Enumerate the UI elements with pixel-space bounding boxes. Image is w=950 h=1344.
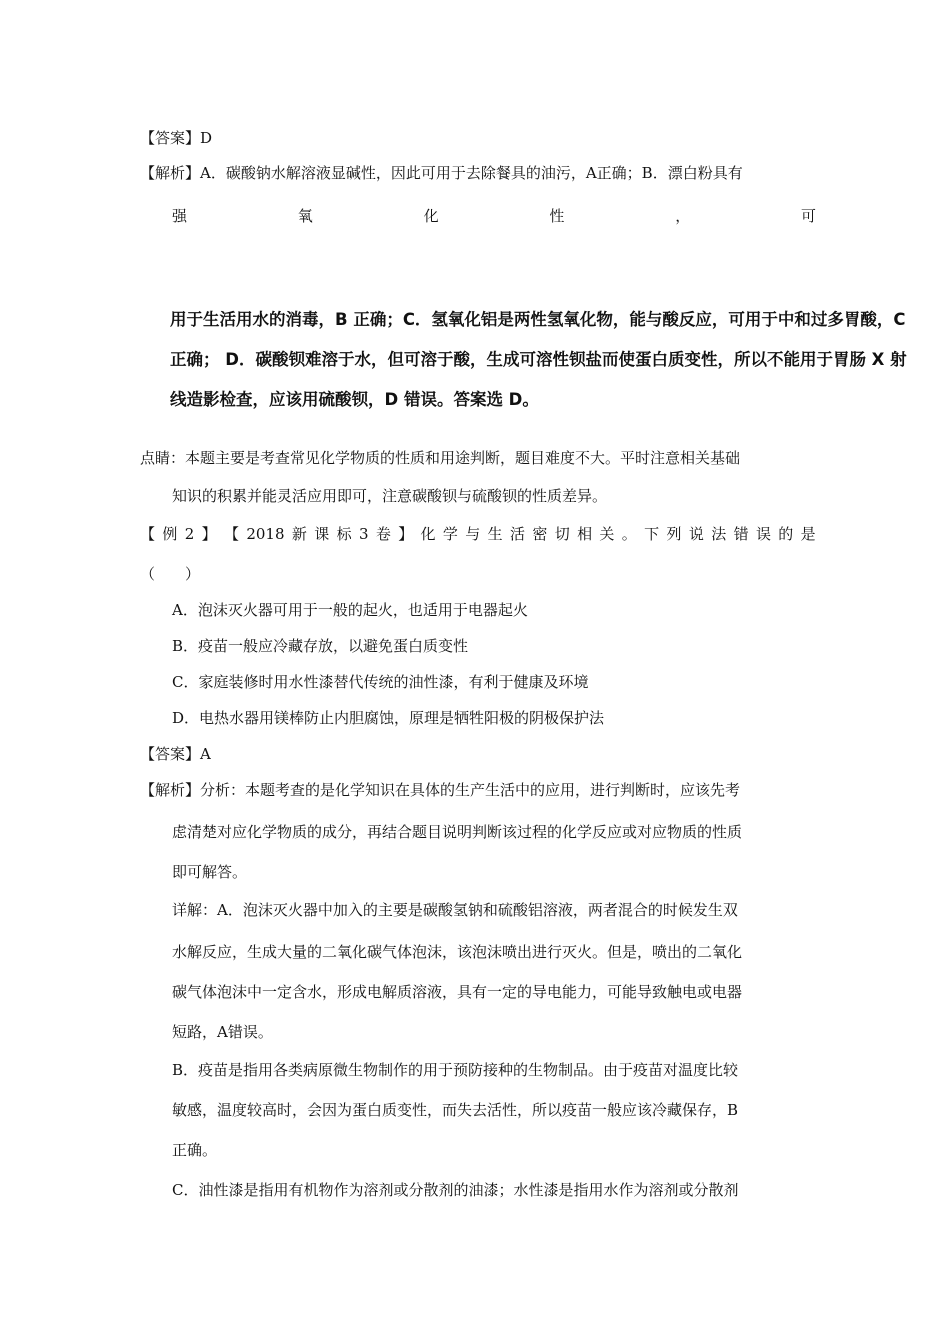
question-char: 】	[398, 525, 414, 543]
b-line-2: 敏感，温度较高时，会因为蛋白质变性，而失去活性，所以疫苗一般应该冷藏保存，B	[172, 1101, 739, 1119]
c-line-1: C．油性漆是指用有机物作为溶剂或分散剂的油漆；水性漆是指用水作为溶剂或分散剂	[172, 1181, 739, 1199]
question-char: 是	[800, 525, 816, 543]
question-char: 化	[420, 525, 436, 543]
question-char: 生	[487, 525, 503, 543]
answer-1: 【答案】D	[140, 129, 213, 147]
b-line-1: B．疫苗是指用各类病原微生物制作的用于预防接种的生物制品。由于疫苗对温度比较	[172, 1061, 739, 1079]
spread-char: 性	[549, 207, 565, 225]
example-2-paren: （ ）	[140, 565, 201, 583]
spread-char: 化	[423, 207, 439, 225]
question-char: 说	[688, 525, 704, 543]
option-d: D．电热水器用镁棒防止内胆腐蚀，原理是牺牲阳极的阴极保护法	[172, 709, 605, 727]
question-char: 标	[336, 525, 352, 543]
detail-line-3: 碳气体泡沫中一定含水，形成电解质溶液，具有一定的导电能力，可能导致触电或电器	[172, 983, 743, 1001]
answer-2: 【答案】A	[140, 745, 211, 763]
option-a: A．泡沫灭火器可用于一般的起火，也适用于电器起火	[172, 601, 528, 619]
analysis-2-line-3: 即可解答。	[172, 863, 248, 881]
spread-char: 氧	[297, 207, 313, 225]
analysis-1-bold-line-1: 用于生活用水的消毒，B 正确；C．氢氧化铝是两性氢氧化物，能与酸反应，可用于中和过多胃酸，C	[170, 310, 906, 329]
analysis-1-spread-line	[172, 206, 816, 226]
question-char: 【	[140, 525, 156, 543]
question-char: 关	[599, 525, 615, 543]
analysis-1-line-1: 【解析】A．碳酸钠水解溶液显碱性，因此可用于去除餐具的油污，A正确；B．漂白粉具有	[140, 164, 743, 182]
question-char: 与	[465, 525, 481, 543]
question-char: 切	[554, 525, 570, 543]
question-char: 错	[733, 525, 749, 543]
question-char: 2018	[246, 525, 285, 543]
spread-char: 可	[800, 207, 816, 225]
question-char: 】	[201, 525, 217, 543]
question-char: 【	[223, 525, 239, 543]
example-2-question	[140, 524, 816, 544]
question-char: 法	[711, 525, 727, 543]
question-char: 学	[442, 525, 458, 543]
question-char: 卷	[375, 525, 391, 543]
question-char: 下	[644, 525, 660, 543]
question-char: 。	[621, 525, 637, 543]
spread-char: 强	[172, 207, 188, 225]
detail-line-2: 水解反应，生成大量的二氧化碳气体泡沫，该泡沫喷出进行灭火。但是，喷出的二氧化	[172, 943, 743, 961]
question-char: 密	[532, 525, 548, 543]
question-char: 3	[358, 525, 369, 543]
analysis-2-line-2: 虑清楚对应化学物质的成分，再结合题目说明判断该过程的化学反应或对应物质的性质	[172, 823, 743, 841]
option-c: C．家庭装修时用水性漆替代传统的油性漆，有利于健康及环境	[172, 673, 589, 691]
option-b: B．疫苗一般应冷藏存放，以避免蛋白质变性	[172, 637, 469, 655]
tip-line-1: 点睛：本题主要是考查常见化学物质的性质和用途判断，题目难度不大。平时注意相关基础	[140, 449, 741, 467]
question-char: 相	[577, 525, 593, 543]
tip-line-2: 知识的积累并能灵活应用即可，注意碳酸钡与硫酸钡的性质差异。	[172, 487, 608, 505]
detail-line-4: 短路，A错误。	[172, 1023, 273, 1041]
question-char: 活	[509, 525, 525, 543]
b-line-3: 正确。	[172, 1141, 218, 1159]
question-char: 的	[778, 525, 794, 543]
analysis-1-bold-line-2: 正确； D．碳酸钡难溶于水，但可溶于酸，生成可溶性钡盐而使蛋白质变性，所以不能用于胃肠 X 射	[170, 350, 907, 369]
analysis-1-bold-line-3: 线造影检查，应该用硫酸钡，D 错误。答案选 D。	[170, 390, 539, 409]
question-char: 列	[666, 525, 682, 543]
detail-line-1: 详解：A．泡沫灭火器中加入的主要是碳酸氢钠和硫酸铝溶液，两者混合的时候发生双	[172, 901, 738, 919]
analysis-2-line-1: 【解析】分析：本题考查的是化学知识在具体的生产生活中的应用，进行判断时，应该先考	[140, 781, 741, 799]
question-char: 新	[291, 525, 307, 543]
question-char: 2	[184, 525, 195, 543]
question-char: 课	[314, 525, 330, 543]
spread-char: ，	[675, 207, 691, 225]
question-char: 误	[755, 525, 771, 543]
question-char: 例	[162, 525, 178, 543]
